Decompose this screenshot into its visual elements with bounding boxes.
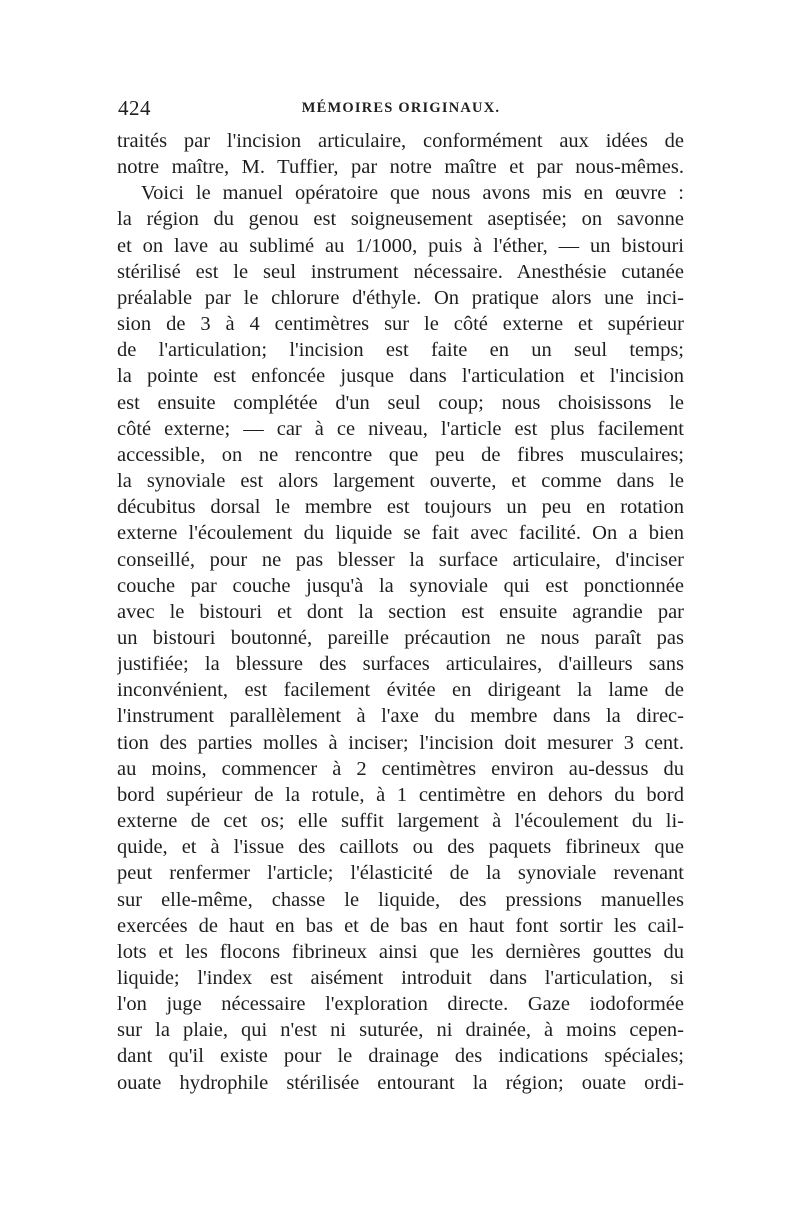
text-line: l'on juge nécessaire l'exploration directe. Gaze iodoformée bbox=[117, 993, 684, 1016]
text-line: conseillé, pour ne pas blesser la surface articulaire, d'inciser bbox=[117, 548, 684, 571]
text-line: au moins, commencer à 2 centimètres environ au-dessus du bbox=[117, 757, 684, 780]
text-line: la synoviale est alors largement ouverte, et comme dans le bbox=[117, 470, 684, 493]
text-line: liquide; l'index est aisément introduit dans l'articulation, si bbox=[117, 967, 684, 989]
text-line: externe l'écoulement du liquide se fait avec facilité. On a bien bbox=[117, 522, 684, 545]
text-line: bord supérieur de la rotule, à 1 centimètre en dehors du bord bbox=[117, 783, 684, 806]
text-line: lots et les flocons fibrineux ainsi que les dernières gouttes du bbox=[117, 940, 684, 963]
text-line: est ensuite complétée d'un seul coup; nous choisissons le bbox=[117, 391, 684, 414]
text-line: sion de 3 à 4 centimètres sur le côté externe et supérieur bbox=[117, 313, 684, 336]
text-line: de l'articulation; l'incision est faite en un seul temps; bbox=[117, 339, 684, 362]
running-title: MÉMOIRES ORIGINAUX. bbox=[301, 100, 501, 116]
text-line: externe de cet os; elle suffit largement à l'écoulement du li- bbox=[117, 810, 684, 833]
text-line: avec le bistouri et dont la section est ensuite agrandie par bbox=[117, 600, 684, 623]
body-text bbox=[117, 128, 684, 1096]
text-line: la région du genou est soigneusement aseptisée; on savonne bbox=[117, 208, 684, 231]
text-line: préalable par le chlorure d'éthyle. On pratique alors une inci- bbox=[117, 286, 684, 309]
text-line: tion des parties molles à inciser; l'incision doit mesurer 3 cent. bbox=[117, 731, 684, 754]
text-line: notre maître, M. Tuffier, par notre maître et par nous-mêmes. bbox=[117, 156, 684, 179]
text-line: un bistouri boutonné, pareille précaution ne nous paraît pas bbox=[117, 626, 684, 649]
text-line: exercées de haut en bas et de bas en haut font sortir les cail- bbox=[117, 914, 684, 937]
text-line: Voici le manuel opératoire que nous avons mis en œuvre : bbox=[141, 182, 684, 205]
text-line: traités par l'incision articulaire, conformément aux idées de bbox=[117, 130, 684, 152]
text-line: justifiée; la blessure des surfaces articulaires, d'ailleurs sans bbox=[117, 653, 684, 676]
text-line: peut renfermer l'article; l'élasticité de la synoviale revenant bbox=[117, 862, 684, 885]
text-line: sur la plaie, qui n'est ni suturée, ni drainée, à moins cepen- bbox=[117, 1019, 684, 1042]
text-line: l'instrument parallèlement à l'axe du membre dans la direc- bbox=[117, 705, 684, 728]
text-line: décubitus dorsal le membre est toujours un peu en rotation bbox=[117, 496, 684, 519]
text-line: la pointe est enfoncée jusque dans l'articulation et l'incision bbox=[117, 365, 684, 388]
running-head bbox=[118, 96, 684, 120]
text-line: stérilisé est le seul instrument nécessaire. Anesthésie cutanée bbox=[117, 260, 684, 283]
text-line: sur elle-même, chasse le liquide, des pressions manuelles bbox=[117, 888, 684, 911]
text-line: accessible, on ne rencontre que peu de fibres musculaires; bbox=[117, 443, 684, 466]
text-line: côté externe; — car à ce niveau, l'article est plus facilement bbox=[117, 417, 684, 440]
text-line: ouate hydrophile stérilisée entourant la région; ouate ordi- bbox=[117, 1071, 684, 1094]
text-line: et on lave au sublimé au 1/1000, puis à l'éther, — un bistouri bbox=[117, 234, 684, 257]
text-line: couche par couche jusqu'à la synoviale qui est ponctionnée bbox=[117, 574, 684, 597]
page-number: 424 bbox=[118, 96, 151, 120]
text-line: inconvénient, est facilement évitée en dirigeant la lame de bbox=[117, 679, 684, 702]
text-line: dant qu'il existe pour le drainage des indications spéciales; bbox=[117, 1045, 684, 1068]
text-line: quide, et à l'issue des caillots ou des paquets fibrineux que bbox=[117, 836, 684, 859]
